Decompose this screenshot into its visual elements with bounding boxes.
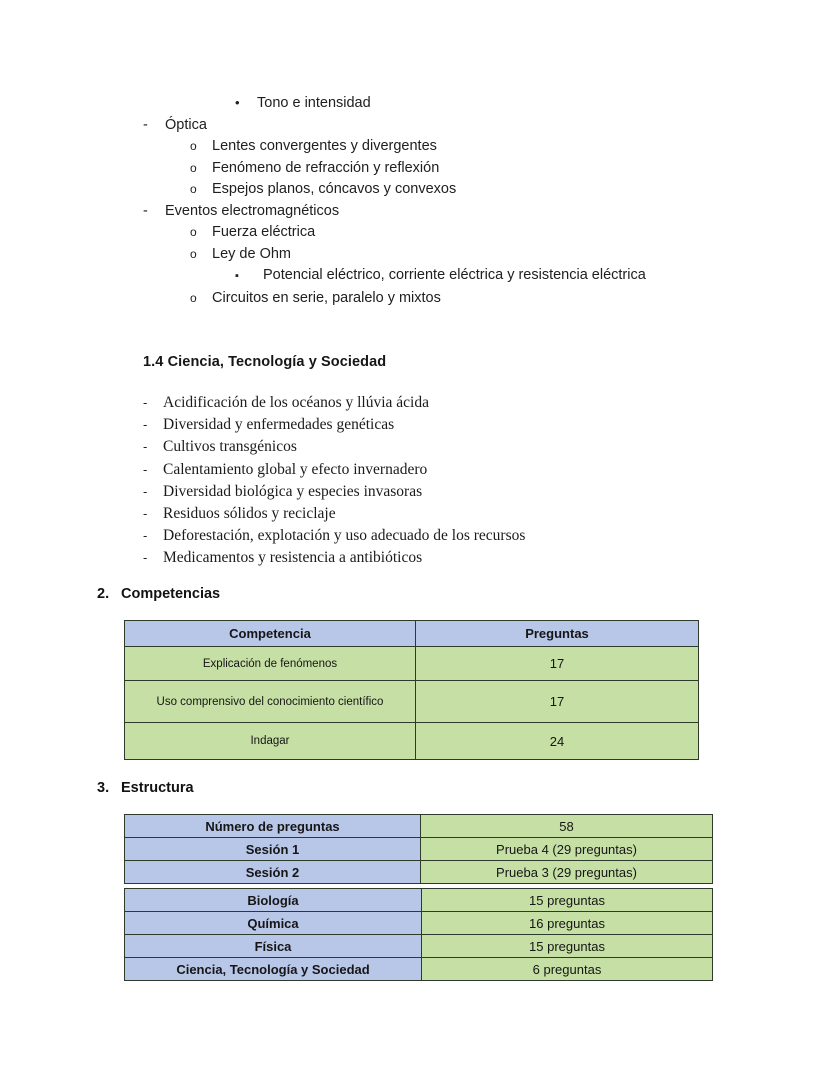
circle-bullet-icon: o (190, 246, 197, 261)
list-item-label: Espejos planos, cóncavos y convexos (212, 181, 457, 197)
cell-competencia: Explicación de fenómenos (125, 647, 416, 681)
list-item (0, 158, 828, 180)
list-item (0, 222, 828, 244)
table-row (125, 935, 713, 958)
cts-topic-list (0, 392, 828, 570)
estructura-areas-table (124, 888, 713, 981)
circle-bullet-icon: o (190, 225, 197, 239)
list-item (0, 115, 828, 137)
estructura-sesiones-table (124, 814, 713, 884)
cell-value: Prueba 4 (29 preguntas) (421, 838, 713, 861)
list-item-label: Deforestación, explotación y uso adecuado de los recursos (163, 527, 526, 545)
competencias-table (124, 620, 699, 760)
cell-value: 16 preguntas (422, 912, 713, 935)
list-item-label: Potencial eléctrico, corriente eléctrica y resistencia eléctrica (263, 267, 646, 283)
circle-bullet-icon: o (190, 139, 197, 153)
table-row (125, 681, 699, 723)
list-item-label: Circuitos en serie, paralelo y mixtos (212, 289, 441, 306)
circle-bullet-icon: o (190, 290, 197, 305)
list-item-label: Fenómeno de refracción y reflexión (212, 159, 440, 176)
bullet-dot-icon: • (235, 95, 240, 110)
cell-competencia: Indagar (125, 723, 416, 760)
table-row (125, 838, 713, 861)
section-title: Competencias (121, 586, 221, 602)
list-item-label: Calentamiento global y efecto invernadero (163, 460, 428, 478)
list-item-label: Medicamentos y resistencia a antibióticos (163, 549, 423, 567)
table-row (125, 647, 699, 681)
column-header-competencia: Competencia (125, 621, 416, 647)
dash-marker-icon: - (143, 528, 148, 544)
dash-marker-icon: - (143, 550, 148, 566)
table-row (125, 912, 713, 935)
list-item-label: Cultivos transgénicos (163, 438, 297, 456)
list-item-label: Acidificación de los océanos y llúvia ácida (163, 394, 429, 411)
cell-preguntas: 17 (416, 647, 699, 681)
list-item (0, 265, 828, 288)
list-item-label: Ley de Ohm (212, 245, 291, 262)
cell-label: Ciencia, Tecnología y Sociedad (125, 958, 422, 981)
list-item (0, 503, 828, 525)
list-item (0, 136, 828, 158)
list-item (0, 547, 828, 569)
list-item (0, 244, 828, 266)
outline-list-physics (0, 92, 828, 309)
section-heading-1-4: 1.4 Ciencia, Tecnología y Sociedad (143, 354, 387, 370)
section-number: 3. (97, 780, 110, 796)
table-row (125, 889, 713, 912)
list-item (0, 179, 828, 201)
section-heading-2 (97, 586, 220, 602)
dash-marker-icon: - (143, 483, 148, 499)
cell-preguntas: 24 (416, 723, 699, 760)
section-title: Estructura (121, 780, 194, 796)
table-header-row (125, 621, 699, 647)
dash-marker-icon: - (143, 506, 148, 522)
section-number: 2. (97, 586, 110, 602)
cell-label: Número de preguntas (125, 815, 421, 838)
cell-value: 15 preguntas (422, 889, 713, 912)
list-item-label: Óptica (165, 116, 207, 133)
cell-value: 58 (421, 815, 713, 838)
list-item (0, 459, 828, 481)
dash-marker-icon: - (143, 439, 148, 455)
list-item-label: Diversidad y enfermedades genéticas (163, 416, 395, 434)
list-item (0, 201, 828, 223)
list-item-label: Fuerza eléctrica (212, 224, 316, 240)
list-item (0, 92, 828, 115)
table-row (125, 815, 713, 838)
list-item-label: Lentes convergentes y divergentes (212, 138, 437, 154)
cell-label: Química (125, 912, 422, 935)
cell-label: Física (125, 935, 422, 958)
cell-value: 6 preguntas (422, 958, 713, 981)
cell-competencia: Uso comprensivo del conocimiento científico (125, 681, 416, 723)
cell-label: Sesión 2 (125, 861, 421, 884)
table-row (125, 958, 713, 981)
cell-value: 15 preguntas (422, 935, 713, 958)
cell-preguntas: 17 (416, 681, 699, 723)
section-heading-3 (97, 780, 194, 796)
list-item (0, 436, 828, 458)
circle-bullet-icon: o (190, 160, 197, 175)
cell-label: Biología (125, 889, 422, 912)
column-header-preguntas: Preguntas (416, 621, 699, 647)
dash-marker-icon: - (143, 116, 148, 133)
cell-label: Sesión 1 (125, 838, 421, 861)
list-item (0, 525, 828, 547)
list-item (0, 481, 828, 503)
list-item-label: Residuos sólidos y reciclaje (163, 505, 336, 523)
list-item (0, 414, 828, 436)
table-row (125, 861, 713, 884)
list-item (0, 392, 828, 414)
table-row (125, 723, 699, 760)
list-item-label: Tono e intensidad (257, 95, 371, 111)
dash-marker-icon: - (143, 395, 148, 410)
dash-marker-icon: - (143, 202, 148, 219)
dash-marker-icon: - (143, 461, 148, 477)
square-bullet-icon: ▪ (235, 270, 239, 282)
list-item-label: Eventos electromagnéticos (165, 202, 340, 219)
dash-marker-icon: - (143, 417, 148, 433)
list-item-label: Diversidad biológica y especies invasoras (163, 482, 423, 500)
cell-value: Prueba 3 (29 preguntas) (421, 861, 713, 884)
circle-bullet-icon: o (190, 182, 197, 196)
list-item (0, 288, 828, 310)
